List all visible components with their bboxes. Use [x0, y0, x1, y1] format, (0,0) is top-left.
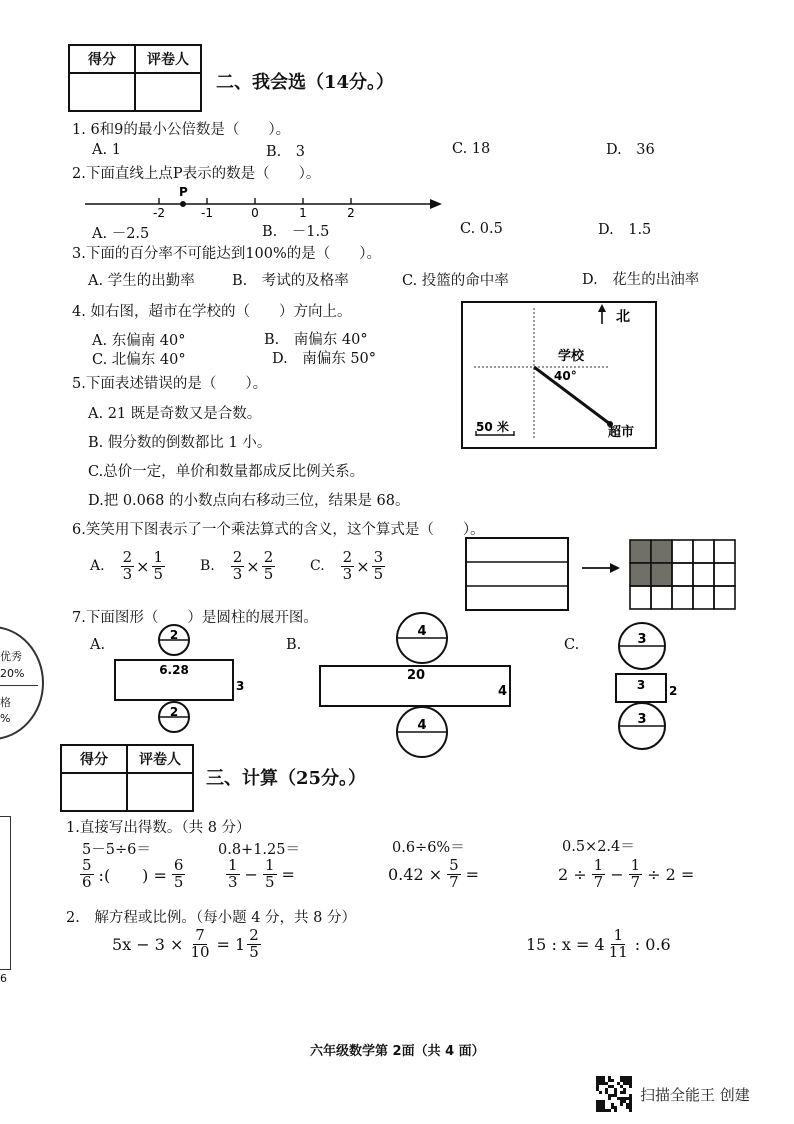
- qr-module: [608, 1085, 611, 1088]
- q4-option-b[interactable]: B. 南偏东 40°: [264, 332, 368, 348]
- svg-text:2: 2: [169, 705, 179, 719]
- qr-module: [623, 1100, 626, 1103]
- qr-module: [629, 1076, 632, 1079]
- grid-cell: [693, 540, 714, 563]
- q2-option-b[interactable]: B. －1.5: [262, 224, 330, 240]
- q3-stem: 3.下面的百分率不可能达到100%的是（ ）。: [72, 246, 382, 262]
- q5-option-d[interactable]: D.把 0.068 的小数点向右移动三位，结果是 68。: [88, 493, 410, 509]
- qr-code-icon: [596, 1076, 632, 1112]
- qr-module: [629, 1100, 632, 1103]
- fraction: $\frac{2}{3}$: [122, 548, 133, 583]
- q1-option-c[interactable]: C. 18: [452, 141, 491, 157]
- edge-text-3: 格: [0, 696, 11, 709]
- qr-module: [623, 1076, 626, 1079]
- map-north-label: 北: [616, 309, 630, 325]
- score-cell[interactable]: [61, 773, 127, 811]
- grid-cell: [630, 586, 651, 609]
- q4-option-c[interactable]: C. 北偏东 40°: [92, 352, 186, 368]
- q3-option-c[interactable]: C. 投篮的命中率: [402, 273, 509, 289]
- number-line-tick-label: 1: [299, 206, 307, 220]
- net-option-b: [316, 612, 516, 762]
- score-label: 得分: [61, 745, 127, 773]
- qr-module: [629, 1097, 632, 1100]
- qr-module: [614, 1106, 617, 1109]
- qr-module: [602, 1079, 605, 1082]
- edge-divider: [0, 685, 38, 686]
- qr-module: [626, 1103, 629, 1106]
- svg-text:20: 20: [406, 668, 426, 683]
- qr-module: [623, 1079, 626, 1082]
- map-school-label: 学校: [558, 349, 585, 364]
- section2-title: 二、我会选（14分。）: [216, 72, 395, 93]
- fraction: $\frac{2}{3}$: [342, 548, 353, 583]
- qr-module: [626, 1079, 629, 1082]
- qr-module: [617, 1097, 620, 1100]
- reviewer-cell[interactable]: [127, 773, 193, 811]
- grid-cell-shaded: [651, 540, 672, 563]
- q7-option-c-label[interactable]: C.: [564, 637, 580, 653]
- q6-option-c[interactable]: C. $\frac{2}{3}$ × $\frac{3}{5}$: [310, 548, 384, 583]
- q2-option-c[interactable]: C. 0.5: [460, 221, 503, 237]
- calc1-expr-7: 0.42 × $\frac{5}{7}$ =: [388, 856, 480, 891]
- qr-module: [611, 1085, 614, 1088]
- qr-module: [596, 1088, 599, 1091]
- qr-module: [614, 1088, 617, 1091]
- qr-module: [599, 1109, 602, 1112]
- grid-cell: [672, 540, 693, 563]
- qr-module: [629, 1109, 632, 1112]
- qr-module: [602, 1100, 605, 1103]
- qr-module: [608, 1109, 611, 1112]
- svg-text:3: 3: [636, 678, 646, 692]
- score-table-section2: [68, 44, 202, 112]
- svg-text:3: 3: [236, 679, 245, 693]
- qr-module: [629, 1082, 632, 1085]
- qr-module: [620, 1103, 623, 1106]
- q4-stem: 4. 如右图，超市在学校的（ ）方向上。: [72, 304, 352, 320]
- score-cell[interactable]: [69, 73, 135, 111]
- qr-module: [605, 1091, 608, 1094]
- qr-module: [602, 1076, 605, 1079]
- q6-option-a[interactable]: A. $\frac{2}{3}$ × $\frac{1}{5}$: [90, 548, 164, 583]
- svg-text:4: 4: [417, 718, 427, 733]
- map-angle-label: 40°: [554, 369, 577, 383]
- calc1-expr-6: $\frac{1}{3}$ − $\frac{1}{5}$ =: [228, 856, 295, 891]
- number-line-point-p: [180, 201, 186, 207]
- edge-text-5: 6: [0, 972, 7, 985]
- map-scale-label: 50 米: [476, 420, 509, 434]
- qr-module: [608, 1076, 611, 1079]
- grid-cell: [672, 586, 693, 609]
- qr-module: [596, 1100, 599, 1103]
- qr-module: [599, 1100, 602, 1103]
- q1-stem: 1. 6和9的最小公倍数是（ ）。: [72, 122, 291, 138]
- number-line-tick-label: 2: [347, 206, 355, 220]
- q2-option-d[interactable]: D. 1.5: [598, 222, 652, 238]
- qr-module: [599, 1106, 602, 1109]
- q7-option-b-label[interactable]: B.: [286, 637, 302, 653]
- qr-module: [623, 1082, 626, 1085]
- qr-module: [617, 1082, 620, 1085]
- qr-module: [611, 1106, 614, 1109]
- reviewer-cell[interactable]: [135, 73, 201, 111]
- edge-text-4: %: [0, 712, 11, 725]
- grid-cell: [714, 563, 735, 586]
- qr-module: [611, 1094, 614, 1097]
- arrow-right-icon: [610, 563, 620, 573]
- qr-module: [626, 1097, 629, 1100]
- q7-option-a-label[interactable]: A.: [90, 637, 106, 653]
- grid-cell: [714, 540, 735, 563]
- q7-stem: 7.下面图形（ ）是圆柱的展开图。: [72, 610, 318, 626]
- calc1-expr-4: 0.5×2.4＝: [562, 839, 635, 855]
- q3-option-a[interactable]: A. 学生的出勤率: [88, 273, 195, 289]
- qr-module: [599, 1082, 602, 1085]
- q5-option-a[interactable]: A. 21 既是奇数又是合数。: [88, 406, 262, 422]
- qr-module: [623, 1091, 626, 1094]
- q5-stem: 5.下面表述错误的是（ ）。: [72, 376, 268, 392]
- qr-module: [596, 1109, 599, 1112]
- q4-option-a[interactable]: A. 东偏南 40°: [92, 333, 186, 349]
- qr-module: [629, 1085, 632, 1088]
- direction-map: [460, 300, 660, 450]
- qr-module: [620, 1097, 623, 1100]
- calc1-expr-5: $\frac{5}{6}$ :( ) = $\frac{6}{5}$: [82, 856, 184, 891]
- grid-cell: [693, 586, 714, 609]
- svg-text:6.28: 6.28: [159, 663, 189, 677]
- qr-module: [608, 1079, 611, 1082]
- fraction: $\frac{1}{5}$: [153, 548, 164, 583]
- qr-module: [629, 1094, 632, 1097]
- qr-module: [629, 1106, 632, 1109]
- qr-module: [602, 1109, 605, 1112]
- qr-module: [602, 1103, 605, 1106]
- edge-text-2: 20%: [0, 667, 25, 680]
- number-line-tick-label: -1: [201, 206, 213, 220]
- qr-module: [599, 1076, 602, 1079]
- q3-option-d[interactable]: D. 花生的出油率: [582, 272, 700, 288]
- reviewer-label: 评卷人: [127, 745, 193, 773]
- grid-cell-shaded: [630, 540, 651, 563]
- qr-module: [599, 1091, 602, 1094]
- qr-module: [596, 1076, 599, 1079]
- qr-module: [596, 1106, 599, 1109]
- grid-cell: [714, 586, 735, 609]
- score-table-section3: [60, 744, 194, 812]
- qr-module: [596, 1082, 599, 1085]
- q6-option-b[interactable]: B. $\frac{2}{3}$ × $\frac{2}{5}$: [200, 548, 274, 583]
- qr-module: [629, 1103, 632, 1106]
- svg-text:2: 2: [669, 684, 678, 698]
- qr-module: [620, 1085, 623, 1088]
- calc2-equation-2: 15 : x = 4 $\frac{1}{11}$ : 0.6: [526, 926, 671, 961]
- qr-module: [602, 1106, 605, 1109]
- svg-text:4: 4: [417, 624, 427, 639]
- section3-title: 三、计算（25分。）: [206, 768, 367, 789]
- number-line: [80, 184, 450, 220]
- q3-option-b[interactable]: B. 考试的及格率: [232, 273, 349, 289]
- q5-option-b[interactable]: B. 假分数的倒数都比 1 小。: [88, 435, 272, 451]
- qr-module: [605, 1082, 608, 1085]
- calc1-expr-8: 2 ÷ $\frac{1}{7}$ − $\frac{1}{7}$ ÷ 2 =: [558, 856, 695, 891]
- qr-module: [596, 1103, 599, 1106]
- number-line-p-label: P: [179, 185, 188, 199]
- qr-module: [605, 1088, 608, 1091]
- q2-stem: 2.下面直线上点P表示的数是（ ）。: [72, 166, 321, 182]
- reviewer-label: 评卷人: [135, 45, 201, 73]
- calc2-equation-1: 5x − 3 × $\frac{7}{10}$ = 1 $\frac{2}{5}$: [112, 926, 259, 961]
- qr-module: [626, 1106, 629, 1109]
- qr-module: [623, 1097, 626, 1100]
- multiplication-diagram: [464, 536, 748, 616]
- qr-module: [620, 1100, 623, 1103]
- qr-module: [620, 1079, 623, 1082]
- svg-text:4: 4: [498, 684, 508, 699]
- qr-module: [614, 1091, 617, 1094]
- qr-module: [599, 1103, 602, 1106]
- qr-module: [608, 1094, 611, 1097]
- q4-option-d[interactable]: D. 南偏东 50°: [272, 351, 377, 367]
- calc1-expr-2: 0.8+1.25＝: [218, 842, 300, 858]
- grid-cell: [651, 586, 672, 609]
- q2-option-a[interactable]: A. －2.5: [92, 226, 150, 242]
- edge-text-1: 优秀: [0, 650, 22, 663]
- qr-module: [602, 1082, 605, 1085]
- calc1-expr-3: 0.6÷6%＝: [392, 840, 465, 856]
- qr-module: [596, 1085, 599, 1088]
- svg-text:3: 3: [637, 712, 647, 727]
- qr-module: [605, 1109, 608, 1112]
- grid-cell: [672, 563, 693, 586]
- grid-cell-shaded: [651, 563, 672, 586]
- qr-module: [626, 1076, 629, 1079]
- qr-module: [629, 1079, 632, 1082]
- qr-module: [611, 1079, 614, 1082]
- fraction: $\frac{3}{5}$: [373, 548, 384, 583]
- number-line-tick-label: -2: [153, 206, 165, 220]
- qr-module: [623, 1088, 626, 1091]
- q1-option-b[interactable]: B. 3: [266, 144, 305, 160]
- scanner-watermark: 扫描全能王 创建: [640, 1086, 750, 1104]
- qr-module: [608, 1097, 611, 1100]
- qr-module: [614, 1094, 617, 1097]
- qr-module: [599, 1079, 602, 1082]
- qr-module: [626, 1082, 629, 1085]
- page-footer: 六年级数学第 2面（共 4 面）: [310, 1044, 485, 1059]
- score-label: 得分: [69, 45, 135, 73]
- q6-stem: 6.笑笑用下图表示了一个乘法算式的含义，这个算式是（ ）。: [72, 522, 485, 538]
- fraction: $\frac{2}{3}$: [232, 548, 243, 583]
- q1-option-a[interactable]: A. 1: [92, 142, 121, 158]
- qr-module: [614, 1109, 617, 1112]
- qr-module: [611, 1103, 614, 1106]
- calc2-stem: 2. 解方程或比例。（每小题 4 分，共 8 分）: [66, 910, 356, 926]
- map-market-label: 超市: [608, 425, 635, 440]
- calc1-stem: 1.直接写出得数。（共 8 分）: [66, 820, 251, 836]
- svg-text:3: 3: [637, 632, 647, 647]
- number-line-tick-label: 0: [251, 206, 259, 220]
- net-option-c: [604, 622, 696, 764]
- svg-text:2: 2: [169, 628, 179, 642]
- calc1-expr-1: 5－5÷6＝: [82, 842, 151, 858]
- qr-module: [620, 1091, 623, 1094]
- qr-module: [596, 1079, 599, 1082]
- edge-table-fragment: [0, 816, 11, 970]
- q1-option-d[interactable]: D. 36: [606, 142, 655, 158]
- qr-module: [620, 1076, 623, 1079]
- fraction: $\frac{2}{5}$: [263, 548, 274, 583]
- grid-cell-shaded: [630, 563, 651, 586]
- net-option-a: [110, 624, 250, 736]
- q5-option-c[interactable]: C.总价一定，单价和数量都成反比例关系。: [88, 464, 365, 480]
- grid-cell: [693, 563, 714, 586]
